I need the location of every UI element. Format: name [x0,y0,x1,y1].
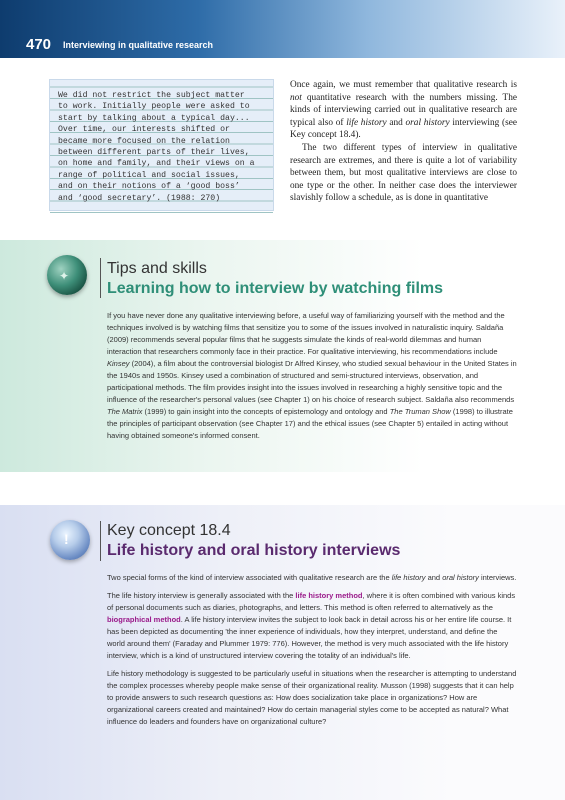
panel-kicker: Key concept 18.4 [107,522,231,539]
tips-globe-icon: ✦ [47,255,87,295]
emphasis: not [290,92,302,103]
text-run: and [386,117,406,128]
panel-body [107,572,517,734]
body-column [290,79,517,205]
quote-box [50,80,273,210]
body-paragraph-2: The two different types of interview in qualitative research are extremes, and there is quite a lot of variability between them, but most qualitative interviews are close to one type or the other. In neither case does the interviewer slavishly follow a schedule, as is done in quantitative [290,142,517,204]
text-run: If you have never done any qualitative interviewing before, a useful way of familiarizing yourself with the method and the techniques involved is by watching films that sensitize you to some of the issues involved in naturalistic inquiry. Saldaña (2009) recommends several popular films that he suggests simulate the kinds of real-world dilemmas and human interaction that researchers commonly face in their practice. For qualitative interviewing, his recommendations include [107,311,505,356]
panel-kicker: Tips and skills [107,260,207,277]
text-run: (2004), a film about the controversial biologist Dr Alfred Kinsey, who studied sexual behaviour in the United States in the 1940s and 1950s. Kinsey used a combination of structured and semi-structured interviews, observation, and participational methods. The film provides insight into the issues involved in researching a highly sensitive topic and the influence of the researcher's personal values (see Chapter 1) on his choice of research subject. Saldaña also recommends [107,359,517,404]
page-number: 470 [26,36,52,53]
emphasis: life history [346,117,387,128]
glossary-term: life history method [295,591,363,600]
tips-and-skills-panel [0,240,565,472]
text-run: . A life history interview invites the subject to look back in detail across his or her entire life course. It has been depicted as documenting 'the inner experience of individuals, how they interpret, understand, and define the world around them' (Faraday and Plummer 1979: 776). However, the method is very much associated with the life history interview, which is a kind of unstructured interview covering the totality of an individual's life. [107,615,512,660]
emphasis: oral history [442,573,479,582]
text-run: (1998) to illustrate the principles of participant observation (see Chapter 17) and the ethical issues (see Chapter 5) entailed in acting without having obtained someone's informed consent. [107,407,513,440]
text-run: and [425,573,443,582]
text-run: The life history interview is generally associated with the [107,591,296,600]
panel-paragraph [107,590,517,662]
divider [100,258,101,298]
text-run: interviews. [478,573,517,582]
text-run: (1999) to gain insight into the concepts of epistemology and ontology and [142,407,390,416]
panel-title: Life history and oral history interviews [107,542,401,559]
key-concept-panel [0,505,565,800]
panel-title: Learning how to interview by watching films [107,280,444,297]
panel-paragraph [107,310,517,442]
film-title: The Matrix [107,407,143,416]
text-run: , where it is often combined with various kinds of personal documents such as diaries, photographs, and letters. This method is often referred to alternatively as the [107,591,516,612]
divider [100,521,101,561]
film-title: The Truman Show [389,407,451,416]
key-concept-bulb-icon: ! [50,520,90,560]
film-title: Kinsey [107,359,130,368]
panel-body [107,310,517,448]
emphasis: life history [391,573,426,582]
text-run: quantitative research with the numbers missing. The kinds of interviewing carried out in qualitative research are typical also of [290,92,517,128]
running-title: Interviewing in qualitative research [63,40,214,50]
panel-paragraph [107,572,517,584]
body-paragraph-1 [290,79,517,142]
glossary-term: biographical method [107,615,181,624]
text-run: Once again, we must remember that qualitative research is [290,80,517,90]
page-header [0,0,565,58]
quote-text: We did not restrict the subject matter to work. Initially people were asked to start by talking about a typical day... Over time, our interests shifted or became more focused on the relation between different parts of their lives, on home and family, and their views on a range of political and social issues, and on their notions of a ‘good boss’ and ‘good secretary’. (1988: 270) [50,80,273,214]
emphasis: oral history [405,117,450,128]
panel-paragraph: Life history methodology is suggested to be particularly useful in situations when the researcher is attempting to understand the complex processes whereby people make sense of their organizational reality. Musson (1998) suggests that it can help to provide answers to such research questions as: How does socialization take place in organizations? How are organizational careers created and maintained? How do certain managerial styles come to be accepted as natural? What influence do leaders and founders have on organizational culture? [107,669,517,726]
text-run: interviewing (see Key concept 18.4). [290,117,518,141]
text-run: Two special forms of the kind of interview associated with qualitative research are the [107,573,392,582]
